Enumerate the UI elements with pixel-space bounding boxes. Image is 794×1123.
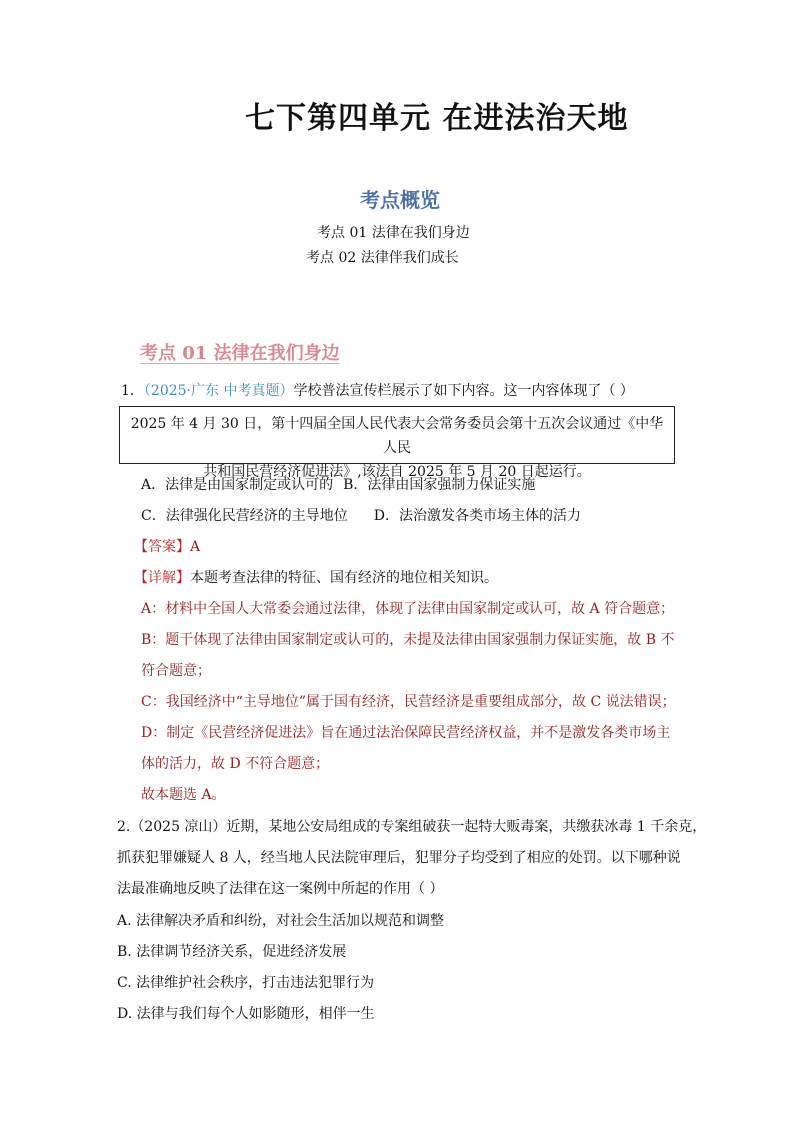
explanation-d-line2: 体的活力，故 D 不符合题意； (141, 756, 330, 772)
material-box (119, 406, 675, 480)
question-source: （2025·广东 中考真题） (143, 383, 294, 399)
question-2-option-a: A. 法律解决矛盾和纠纷，对社会生活加以规范和调整 (117, 913, 445, 929)
explanation-d-line1: D：制定《民营经济促进法》旨在通过法治保障民营经济权益，并不是激发各类市场主 (141, 725, 671, 741)
answer-label: 【答案】 (134, 539, 190, 555)
question-2-line3: 法最准确地反映了法律在这一案例中所起的作用（ ） (117, 881, 444, 897)
question-1-options-cd (141, 505, 581, 527)
overview-item: 考点 02 法律伴我们成长 (306, 250, 459, 266)
overview-item: 考点 01 法律在我们身边 (317, 225, 470, 241)
explanation-a: A：材料中全国人大常委会通过法律，体现了法律由国家制定或认可，故 A 符合题意； (141, 601, 675, 617)
detail-line (134, 567, 498, 589)
explanation-c: C：我国经济中“主导地位”属于国有经济，民营经济是重要组成部分，故 C 说法错误； (141, 694, 676, 710)
option-d: D．法治激发各类市场主体的活力 (373, 508, 581, 524)
answer-value: A (190, 539, 201, 555)
question-2-option-b: B. 法律调节经济关系，促进经济发展 (117, 944, 347, 960)
option-a: A．法律是由国家制定或认可的 (141, 477, 334, 493)
material-line: 共和国民营经济促进法》,该法自 2025 年 5 月 20 日起运行。 (203, 464, 591, 480)
page-title: 七下第四单元 在进法治天地 (245, 101, 629, 136)
conclusion: 故本题选 A。 (141, 787, 226, 803)
option-c: C．法律强化民营经济的主导地位 (141, 508, 348, 524)
question-stem: 学校普法宣传栏展示了如下内容。这一内容体现了（ ） (293, 383, 634, 399)
explanation-b-line1: B：题干体现了法律由国家制定或认可的，未提及法律由国家强制力保证实施，故 B 不 (141, 632, 675, 648)
section-heading: 考点 01 法律在我们身边 (140, 343, 340, 364)
overview-heading: 考点概览 (360, 188, 440, 212)
explanation-b-line2: 符合题意； (141, 663, 211, 679)
question-2-line2: 抓获犯罪嫌疑人 8 人，经当地人民法院审理后，犯罪分子均受到了相应的处罚。以下哪种说 (117, 850, 681, 866)
material-line: 2025 年 4 月 30 日，第十四届全国人民代表大会常务委员会第十五次会议通过《中华人民 (130, 416, 664, 456)
answer-line (134, 536, 200, 558)
option-b: B．法律由国家强制力保证实施 (343, 477, 536, 493)
question-number: 1． (121, 383, 144, 399)
question-1-stem (121, 380, 634, 402)
question-1-options-ab (141, 474, 535, 496)
question-2-option-c: C. 法律维护社会秩序，打击违法犯罪行为 (117, 975, 375, 991)
question-2-option-d: D. 法律与我们每个人如影随形，相伴一生 (117, 1006, 375, 1022)
detail-label: 【详解】 (134, 570, 190, 586)
detail-intro: 本题考查法律的特征、国有经济的地位相关知识。 (190, 570, 498, 586)
question-2-line1: 2.（2025 凉山）近期，某地公安局组成的专案组破获一起特大贩毒案，共缴获冰毒 1 千余克， (117, 819, 707, 835)
